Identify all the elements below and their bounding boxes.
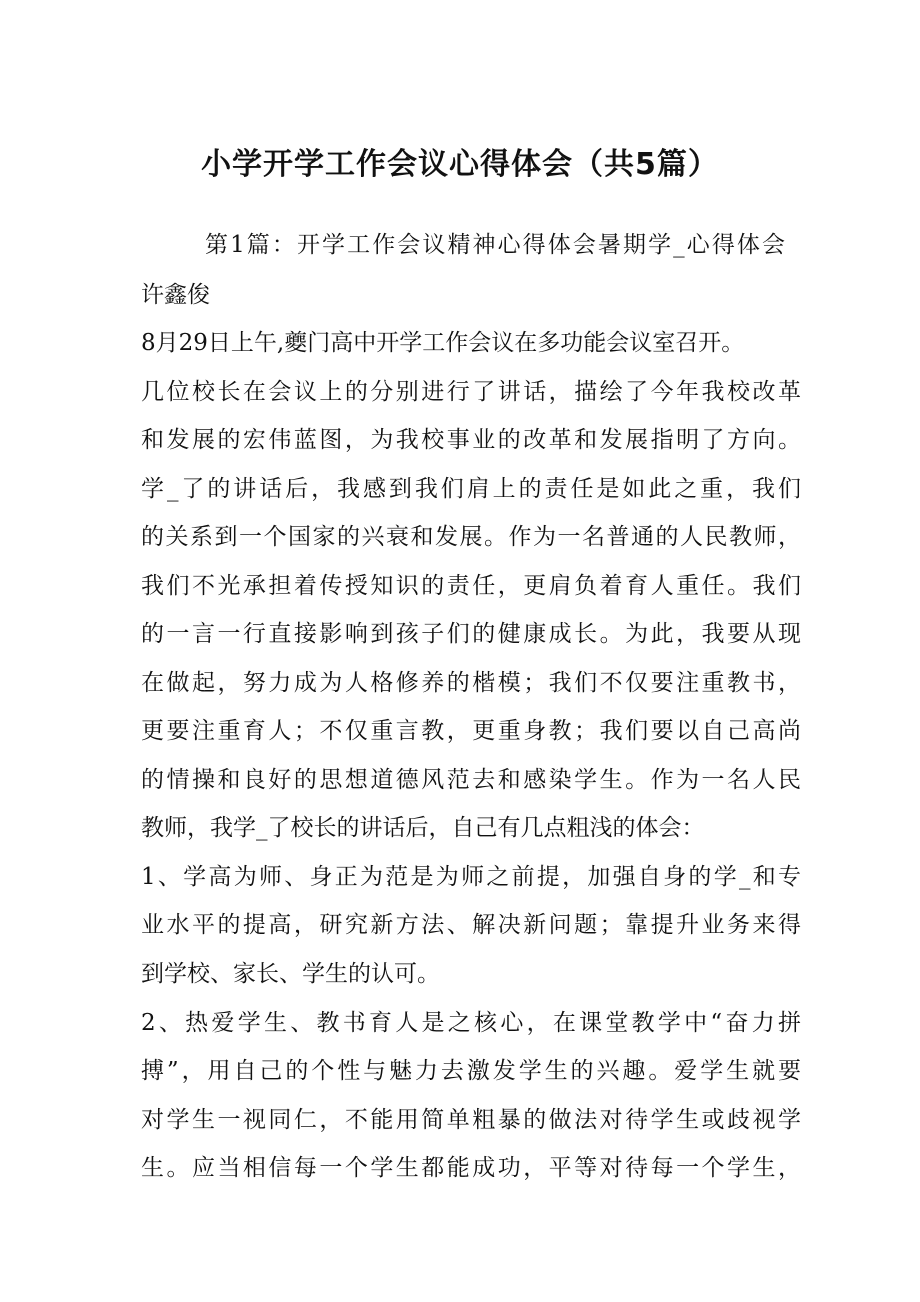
paragraph-line: 的情操和良好的思想道德风范去和感染学生。作为一名人民 — [141, 767, 801, 793]
paragraph-line: 的一言一行直接影响到孩子们的健康成长。为此，我要从现 — [141, 621, 801, 647]
chapter-heading: 第1篇：开学工作会议精神心得体会暑期学_心得体会 — [205, 232, 785, 258]
paragraph-line: 学_了的讲话后，我感到我们肩上的责任是如此之重，我们 — [141, 476, 801, 502]
document-title: 小学开学工作会议心得体会（共5篇） — [201, 147, 719, 182]
list-item-line: 生。应当相信每一个学生都能成功，平等对待每一个学生， — [141, 1155, 801, 1181]
author-name: 许鑫俊 — [141, 282, 210, 308]
paragraph-line: 8月29日上午,夔门高中开学工作会议在多功能会议室召开。 — [141, 330, 745, 356]
list-item-line: 业水平的提高，研究新方法、解决新问题；靠提升业务来得 — [141, 912, 801, 938]
list-item-line: 2、热爱学生、教书育人是之核心，在课堂教学中“奋力拼 — [141, 1010, 801, 1036]
list-item-line: 到学校、家长、学生的认可。 — [141, 961, 440, 987]
paragraph-line: 我们不光承担着传授知识的责任，更肩负着育人重任。我们 — [141, 573, 801, 599]
paragraph-line: 的关系到一个国家的兴衰和发展。作为一名普通的人民教师， — [141, 524, 801, 550]
list-item-line: 搏”，用自己的个性与魅力去激发学生的兴趣。爱学生就要 — [141, 1058, 801, 1084]
paragraph-line: 教师，我学_了校长的讲话后，自己有几点粗浅的体会： — [141, 815, 705, 841]
paragraph-line: 和发展的宏伟蓝图，为我校事业的改革和发展指明了方向。 — [141, 427, 801, 453]
list-item-line: 1、学高为师、身正为范是为师之前提，加强自身的学_和专 — [141, 864, 801, 890]
paragraph-line: 几位校长在会议上的分别进行了讲话，描绘了今年我校改革 — [141, 379, 801, 405]
paragraph-line: 更要注重育人；不仅重言教，更重身教；我们要以自己高尚 — [141, 718, 801, 744]
list-item-line: 对学生一视同仁，不能用简单粗暴的做法对待学生或歧视学 — [141, 1107, 801, 1133]
paragraph-line: 在做起，努力成为人格修养的楷模；我们不仅要注重教书， — [141, 670, 801, 696]
